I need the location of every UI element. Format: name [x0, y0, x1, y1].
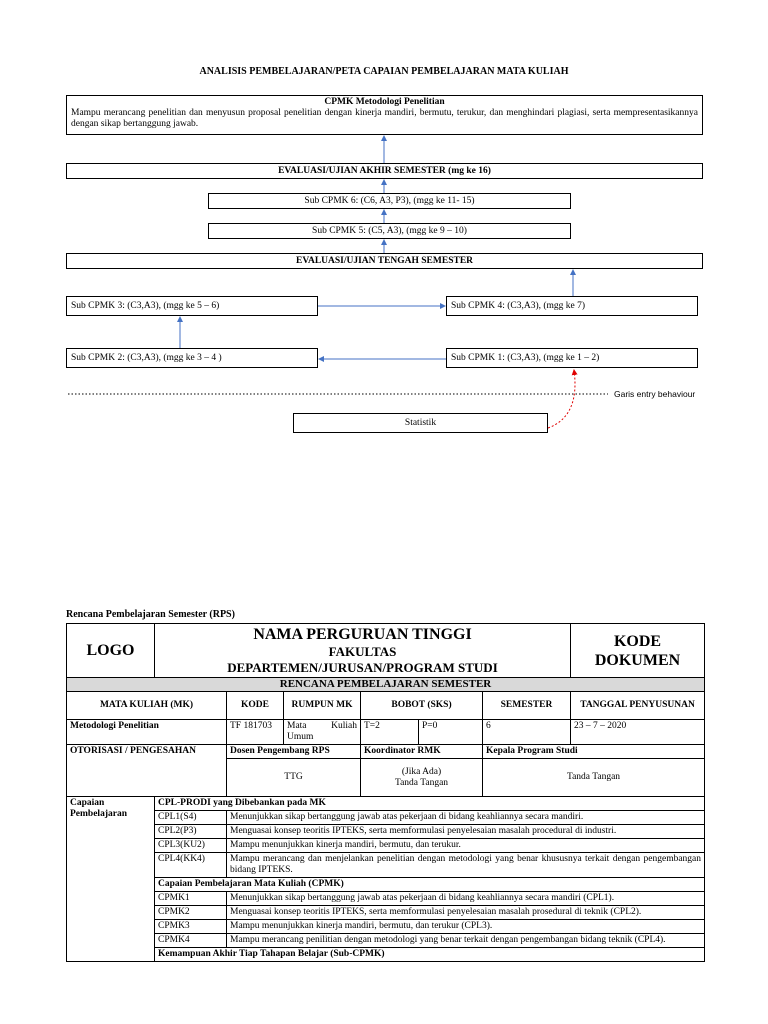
cpmk-description: Mampu merancang penelitian dan menyusun proposal penelitian dengan kinerja mandiri, bermutu, terukur, dan menghindari plagiasi, serta mempresentasikannya dengan sikap bertanggung jawab.: [71, 108, 698, 129]
header-tanggal: TANGGAL PENYUSUNAN: [571, 692, 705, 720]
cpmk-code: CPMK4: [155, 934, 227, 948]
uas-box: EVALUASI/UJIAN AKHIR SEMESTER (mg ke 16): [66, 163, 703, 179]
faculty-name: FAKULTAS: [328, 644, 397, 659]
header-rumpun: RUMPUN MK: [284, 692, 361, 720]
course-code: TF 181703: [227, 720, 284, 745]
rps-table: [66, 623, 705, 962]
auth-jika-ada: (Jika Ada): [401, 766, 442, 777]
cpl-desc: Menunjukkan sikap bertanggung jawab atas pekerjaan di bidang keahliannya secara mandiri.: [227, 811, 705, 825]
auth-label: OTORISASI / PENGESAHAN: [67, 745, 227, 797]
auth-kaprodi: Kepala Program Studi: [483, 745, 705, 759]
sub-cpmk-5-box: Sub CPMK 5: (C5, A3), (mgg ke 9 – 10): [208, 223, 571, 239]
map-title: ANALISIS PEMBELAJARAN/PETA CAPAIAN PEMBELAJARAN MATA KULIAH: [199, 66, 569, 77]
auth-dosen: Dosen Pengembang RPS: [227, 745, 361, 759]
cpl-code: CPL1(S4): [155, 811, 227, 825]
cpl-header: CPL-PRODI yang Dibebankan pada MK: [155, 797, 705, 811]
course-semester: 6: [483, 720, 571, 745]
subcpmk-header: Kemampuan Akhir Tiap Tahapan Belajar (Sub-CPMK): [155, 948, 705, 962]
sub-cpmk-1-box: Sub CPMK 1: (C3,A3), (mgg ke 1 – 2): [446, 348, 698, 368]
auth-tanda-tangan-2: Tanda Tangan: [483, 759, 705, 797]
cpmk-code: CPMK1: [155, 892, 227, 906]
cpmk-desc: Mampu merancang penilitian dengan metodologi yang benar terkait dengan pengembangan bidang teknik (CPL4).: [227, 934, 705, 948]
institution-cell: [155, 624, 571, 678]
cpl-desc: Mampu menunjukkan kinerja mandiri, bermutu, dan terukur.: [227, 839, 705, 853]
header-bobot: BOBOT (SKS): [361, 692, 483, 720]
statistik-box: Statistik: [293, 413, 548, 433]
cpmk-desc: Mampu menunjukkan kinerja mandiri, bermutu, dan terukur (CPL3).: [227, 920, 705, 934]
sub-cpmk-2-box: Sub CPMK 2: (C3,A3), (mgg ke 3 – 4 ): [66, 348, 318, 368]
logo-cell: LOGO: [67, 624, 155, 678]
department-name: DEPARTEMEN/JURUSAN/PROGRAM STUDI: [227, 660, 498, 675]
cpl-code: CPL2(P3): [155, 825, 227, 839]
course-date: 23 – 7 – 2020: [571, 720, 705, 745]
header-mk: MATA KULIAH (MK): [67, 692, 227, 720]
institution-name: NAMA PERGURUAN TINGGI: [253, 626, 472, 643]
cpmk-code: CPMK2: [155, 906, 227, 920]
capaian-label: Capaian Pembelajaran: [67, 797, 155, 962]
cpmk-box: [66, 95, 703, 135]
course-name: Metodologi Penelitian: [67, 720, 227, 745]
rps-subtitle: RENCANA PEMBELAJARAN SEMESTER: [67, 678, 705, 692]
cpmk-code: CPMK3: [155, 920, 227, 934]
auth-tanda-tangan-1: Tanda Tangan: [394, 777, 449, 788]
header-kode: KODE: [227, 692, 284, 720]
cpmk-desc: Menunjukkan sikap bertanggung jawab atas pekerjaan di bidang keahliannya secara mandiri (CPL1).: [227, 892, 705, 906]
auth-ttg: TTG: [227, 759, 361, 797]
sub-cpmk-3-box: Sub CPMK 3: (C3,A3), (mgg ke 5 – 6): [66, 296, 318, 316]
cpmk-header: CPMK Metodologi Penelitian: [324, 97, 445, 107]
entry-behaviour-label: Garis entry behaviour: [614, 389, 696, 399]
arrow-statistik-to-sub1: [548, 370, 575, 428]
cpl-desc: Mampu merancang dan menjelankan penelitian dengan metodologi yang benar khususnya terkait dengan pengembangan bidang IPTEKS.: [227, 853, 705, 878]
rps-caption: Rencana Pembelajaran Semester (RPS): [66, 609, 235, 620]
sub-cpmk-6-box: Sub CPMK 6: (C6, A3, P3), (mgg ke 11- 15): [208, 193, 571, 209]
course-p: P=0: [419, 720, 483, 745]
uts-box: EVALUASI/UJIAN TENGAH SEMESTER: [66, 253, 703, 269]
cpl-code: CPL4(KK4): [155, 853, 227, 878]
header-semester: SEMESTER: [483, 692, 571, 720]
course-rumpun: Mata Kuliah Umum: [284, 720, 361, 745]
auth-koordinator: Koordinator RMK: [361, 745, 483, 759]
cpmk-table-header: Capaian Pembelajaran Mata Kuliah (CPMK): [155, 878, 705, 892]
cpmk-desc: Menguasai konsep teoritis IPTEKS, serta memformulasi penyelesaian masalah prosedural di teknik (CPL2).: [227, 906, 705, 920]
sub-cpmk-4-box: Sub CPMK 4: (C3,A3), (mgg ke 7): [446, 296, 698, 316]
course-t: T=2: [361, 720, 419, 745]
document-code: KODE DOKUMEN: [571, 624, 705, 678]
auth-koordinator-sign: [361, 759, 483, 797]
cpl-desc: Menguasai konsep teoritis IPTEKS, serta memformulasi penyelesaian masalah procedural di industri.: [227, 825, 705, 839]
cpl-code: CPL3(KU2): [155, 839, 227, 853]
